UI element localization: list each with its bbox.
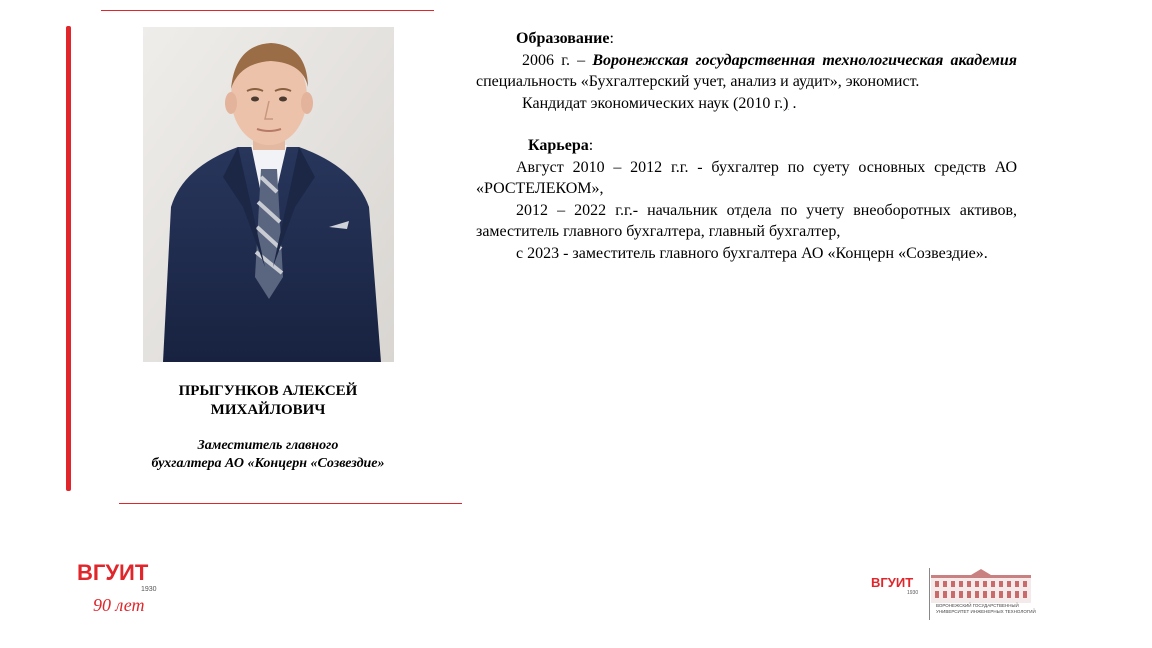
university-building-icon: [931, 569, 1031, 603]
logo-year-small: 1930: [907, 590, 919, 596]
person-position-line2: бухгалтера АО «Концерн «Созвездие»: [151, 456, 385, 471]
career-heading: Карьера: [528, 137, 589, 154]
logo-anniversary: 90 лет: [93, 595, 145, 615]
top-divider-line: [101, 10, 434, 11]
person-position-line1: Заместитель главного: [197, 438, 339, 453]
person-name: [130, 382, 406, 420]
vguit-university-logo: [871, 566, 1041, 624]
person-position: [110, 437, 426, 473]
education-heading-line: Образование:: [516, 30, 614, 47]
education-item-1: 2006 г. – Воронежская государственная технологическая академия специальность «Бухгалтерский учет, анализ и аудит», экономист.: [476, 51, 1017, 90]
logo-year: 1930: [141, 586, 157, 593]
vguit-90-years-logo: [77, 560, 167, 620]
career-item-3: с 2023 - заместитель главного бухгалтера АО «Концерн «Созвездие».: [516, 244, 988, 262]
education-heading: Образование: [516, 30, 610, 47]
logo-brand-text-small: ВГУИТ: [871, 575, 914, 590]
red-accent-bar: [66, 26, 71, 491]
person-name-line1: ПРЫГУНКОВ АЛЕКСЕЙ: [178, 383, 358, 399]
education-item-2: Кандидат экономических наук (2010 г.) .: [522, 94, 797, 112]
career-item-1: Август 2010 – 2012 г.г. - бухгалтер по суету основных средств АО «РОСТЕЛЕКОМ»,: [476, 158, 1017, 197]
logo-divider: [929, 568, 930, 620]
education-institution: Воронежская государственная технологическая академия: [592, 51, 1017, 69]
logo-brand-text: ВГУИТ: [77, 560, 149, 585]
career-item-2: 2012 – 2022 г.г.- начальник отдела по учету внеоборотных активов, заместитель главного бухгалтера, главный бухгалтер,: [476, 201, 1017, 240]
bottom-divider-line: [119, 503, 462, 504]
spacer: [476, 114, 1017, 135]
university-name: ВОРОНЕЖСКИЙ ГОСУДАРСТВЕННЫЙ УНИВЕРСИТЕТ ИНЖЕНЕРНЫХ ТЕХНОЛОГИЙ: [936, 603, 1036, 614]
portrait-photo: [143, 27, 394, 362]
bio-text-block: [476, 28, 1017, 264]
career-heading-line: Карьера:: [528, 137, 594, 154]
person-name-line2: МИХАЙЛОВИЧ: [210, 402, 326, 418]
